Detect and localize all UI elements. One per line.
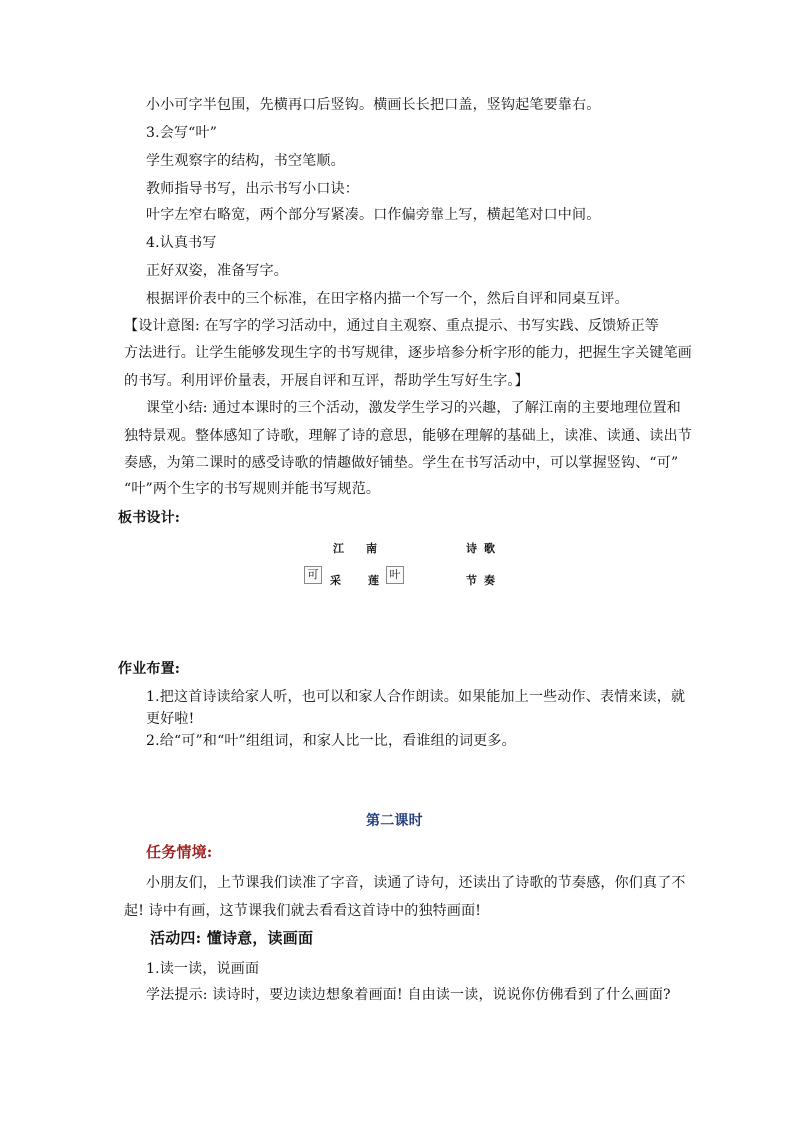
evaluation-line: 根据评价表中的三个标准，在田字格内描一个写一个，然后自评和同桌互评。	[146, 291, 629, 307]
mnemonic-ke: 小小可字半包围，先横再口后竖钩。横画长长把口盖，竖钩起笔要靠右。	[146, 97, 601, 113]
board-char-shi: 诗	[466, 542, 478, 555]
summary-line-3: 奏感，为第二课时的感受诗歌的情趣做好铺垫。学生在书写活动中，可以掌握竖钩、“可”	[124, 455, 679, 471]
task-situation-heading: 任务情境:	[146, 843, 213, 861]
activity-4-heading: 活动四: 懂诗意，读画面	[150, 929, 314, 947]
board-char-cai: 采	[330, 574, 342, 587]
step-4-heading: 4.认真书写	[146, 235, 217, 251]
board-char-nan: 南	[366, 542, 378, 555]
step-3-heading: 3.会写“叶”	[146, 125, 218, 141]
homework-item-2: 2.给“可”和“叶”组组词，和家人比一比，看谁组的词更多。	[146, 733, 516, 749]
summary-line-4: “叶”两个生字的书写规则并能书写规范。	[124, 481, 381, 497]
board-char-zou: 奏	[484, 574, 496, 587]
board-char-ye-box: 叶	[386, 566, 404, 584]
homework-heading: 作业布置:	[118, 661, 181, 677]
board-char-ke-box: 可	[304, 566, 322, 584]
summary-line-1: 课堂小结: 通过本课时的三个活动，激发学生学习的兴趣，了解江南的主要地理位置和	[146, 400, 681, 416]
posture-line: 正好双姿，准备写字。	[146, 263, 288, 279]
homework-item-1: 1.把这首诗读给家人听，也可以和家人合作朗读。如果能加上一些动作、表情来读，就	[146, 689, 686, 705]
board-char-lian: 莲	[368, 574, 380, 587]
observe-structure-line: 学生观察字的结构，书空笔顺。	[146, 153, 345, 169]
design-intent-line-2: 方法进行。让学生能够发现生字的书写规律，逐步培参分析字形的能力，把握生字关键笔画	[124, 345, 692, 361]
board-char-ge: 歌	[484, 542, 496, 555]
lesson-2-title: 第二课时	[366, 813, 423, 829]
summary-line-2: 独特景观。整体感知了诗歌，理解了诗的意思，能够在理解的基础上，读准、读通、读出节	[124, 428, 692, 444]
board-design-heading: 板书设计:	[118, 510, 181, 526]
teacher-guide-line: 教师指导书写，出示书写小口诀：	[146, 181, 359, 197]
board-char-jie: 节	[466, 574, 478, 587]
design-intent-line-3: 的书写。利用评价量表，开展自评和互评，帮助学生写好生字。】	[124, 373, 529, 389]
study-tip-line: 学法提示: 读诗时，要边读边想象着画面! 自由读一读，说说你仿佛看到了什么画面?	[146, 987, 671, 1003]
homework-item-1-cont: 更好啦!	[146, 711, 195, 727]
design-intent-line-1: 【设计意图: 在写字的学习活动中，通过自主观察、重点提示、书写实践、反馈矫正等	[124, 318, 659, 334]
read-and-describe-heading: 1.读一读，说画面	[146, 961, 260, 977]
task-situation-line-2: 起! 诗中有画，这节课我们就去看看这首诗中的独特画面!	[124, 903, 482, 919]
mnemonic-ye: 叶字左窄右略宽，两个部分写紧凑。口作偏旁靠上写，横起笔对口中间。	[146, 207, 601, 223]
board-char-jiang: 江	[333, 542, 345, 555]
task-situation-line-1: 小朋友们，上节课我们读准了字音，读通了诗句，还读出了诗歌的节奏感，你们真了不	[146, 875, 686, 891]
